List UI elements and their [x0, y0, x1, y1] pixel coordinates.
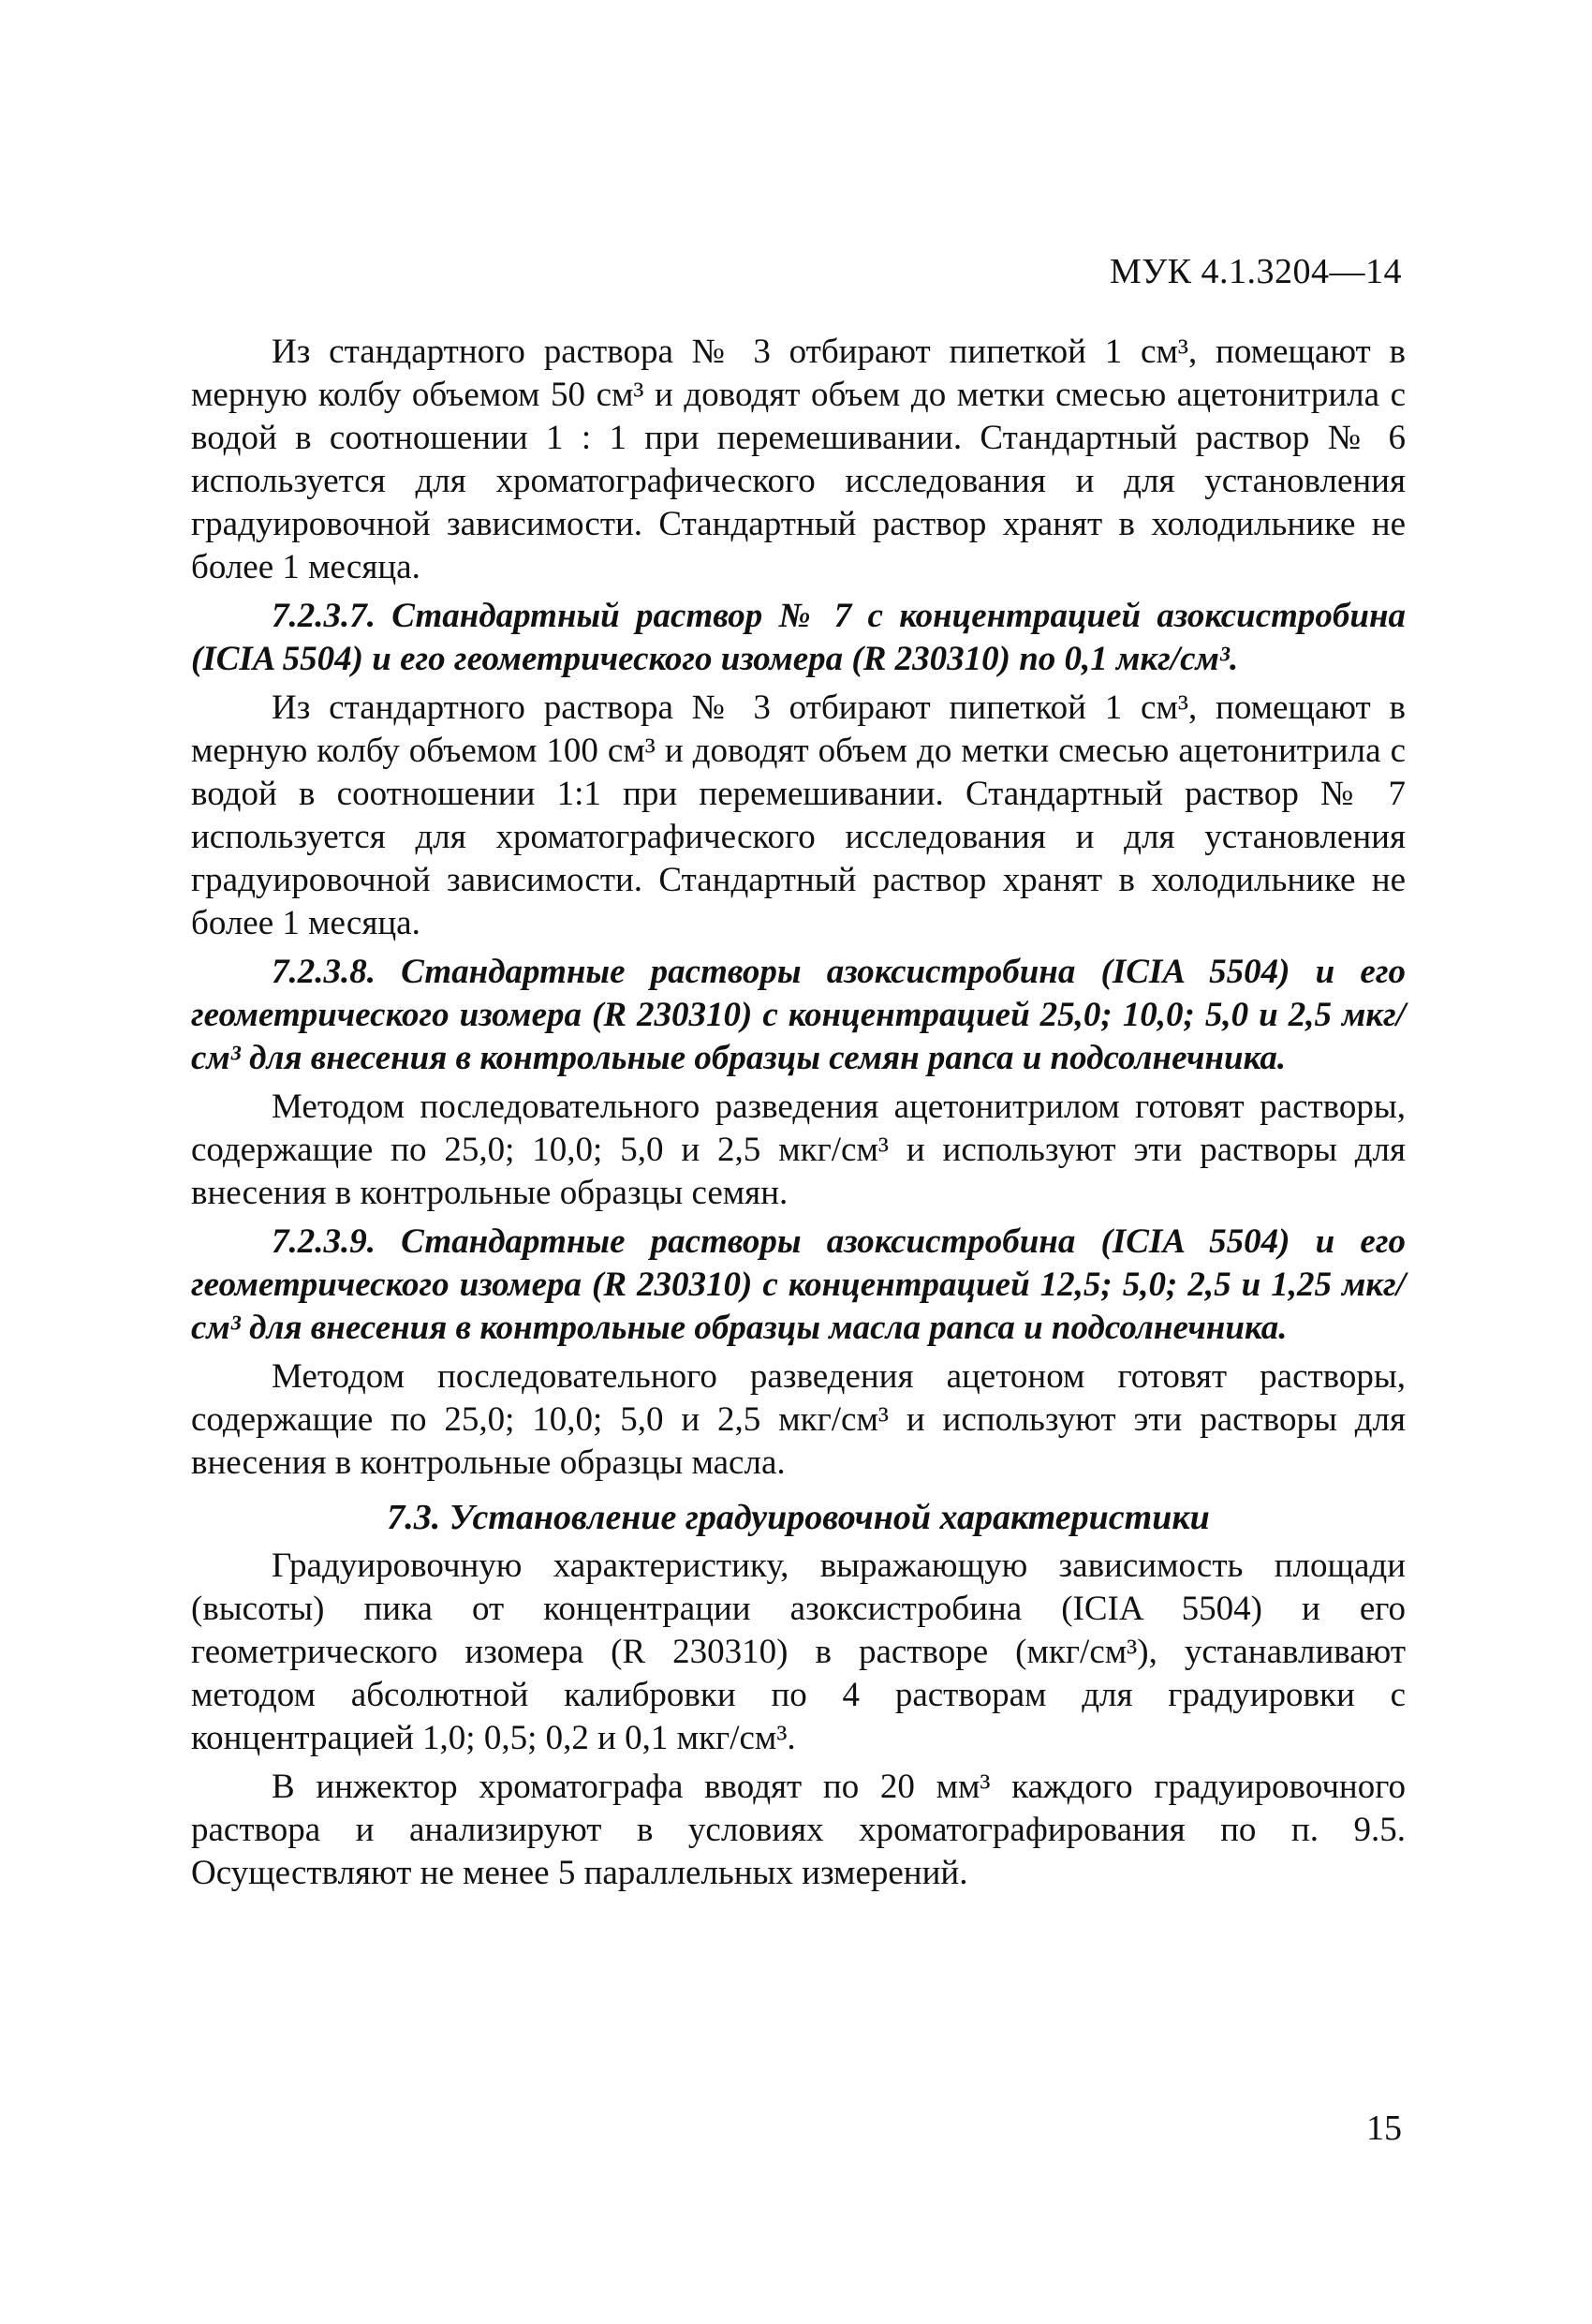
subsection-7-2-3-9: 7.2.3.9. Стандартные растворы азоксистробина (ICIA 5504) и его геометрического изомера (R 230310) с концентрацией 12,5; 5,0; 2,5 и 1,25 мкг/см³ для внесения в контрольные образцы масла рапса и подсолнечника. [191, 1222, 1406, 1347]
subsection-7-2-3-7: 7.2.3.7. Стандартный раствор № 7 с концентрацией азоксистробина (ICIA 5504) и его геометрического изомера (R 230310) по 0,1 мкг/см³. [191, 597, 1406, 678]
paragraph-standard-solution-7: Из стандартного раствора № 3 отбирают пипеткой 1 см³, помещают в мерную колбу объемом 100 см³ и доводят объем до метки смесью ацетонитрила с водой в соотношении 1:1 при перемешивании. Стандартный раствор № 7 используется для хроматографического исследования и для установления градуировочной зависимости. Стандартный раствор хранят в холодильнике не более 1 месяца. [191, 688, 1406, 942]
paragraph-injection: В инжектор хроматографа вводят по 20 мм³ каждого градуировочного раствора и анализируют в условиях хроматографирования по п. 9.5. Осуществляют не менее 5 параллельных измерений. [191, 1768, 1406, 1892]
paragraph-standard-solution-6: Из стандартного раствора № 3 отбирают пипеткой 1 см³, помещают в мерную колбу объемом 50 см³ и доводят объем до метки смесью ацетонитрила с водой в соотношении 1 : 1 при перемешивании. Стандартный раствор № 6 используется для хроматографического исследования и для установления градуировочной зависимости. Стандартный раствор хранят в холодильнике не более 1 месяца. [191, 333, 1406, 586]
paragraph-oil-dilution: Методом последовательного разведения ацетоном готовят растворы, содержащие по 25,0; 10,0; 5,0 и 2,5 мкг/см³ и используют эти растворы для внесения в контрольные образцы масла. [191, 1357, 1406, 1482]
page-number: 15 [1366, 2109, 1402, 2148]
paragraph-seed-dilution: Методом последовательного разведения ацетонитрилом готовят растворы, содержащие по 25,0; 10,0; 5,0 и 2,5 мкг/см³ и используют эти растворы для внесения в контрольные образцы семян. [191, 1088, 1406, 1212]
subsection-7-2-3-8: 7.2.3.8. Стандартные растворы азоксистробина (ICIA 5504) и его геометрического изомера (R 230310) с концентрацией 25,0; 10,0; 5,0 и 2,5 мкг/см³ для внесения в контрольные образцы семян рапса и подсолнечника. [191, 953, 1406, 1077]
document-body [191, 331, 1406, 1901]
section-heading-7-3: 7.3. Установление градуировочной характеристики [387, 1498, 1210, 1537]
paragraph-calibration: Градуировочную характеристику, выражающую зависимость площади (высоты) пика от концентрации азоксистробина (ICIA 5504) и его геометрического изомера (R 230310) в растворе (мкг/см³), устанавливают методом абсолютной калибровки по 4 растворам для градуировки с концентрацией 1,0; 0,5; 0,2 и 0,1 мкг/см³. [191, 1547, 1406, 1757]
document-code: МУК 4.1.3204—14 [1109, 252, 1402, 291]
